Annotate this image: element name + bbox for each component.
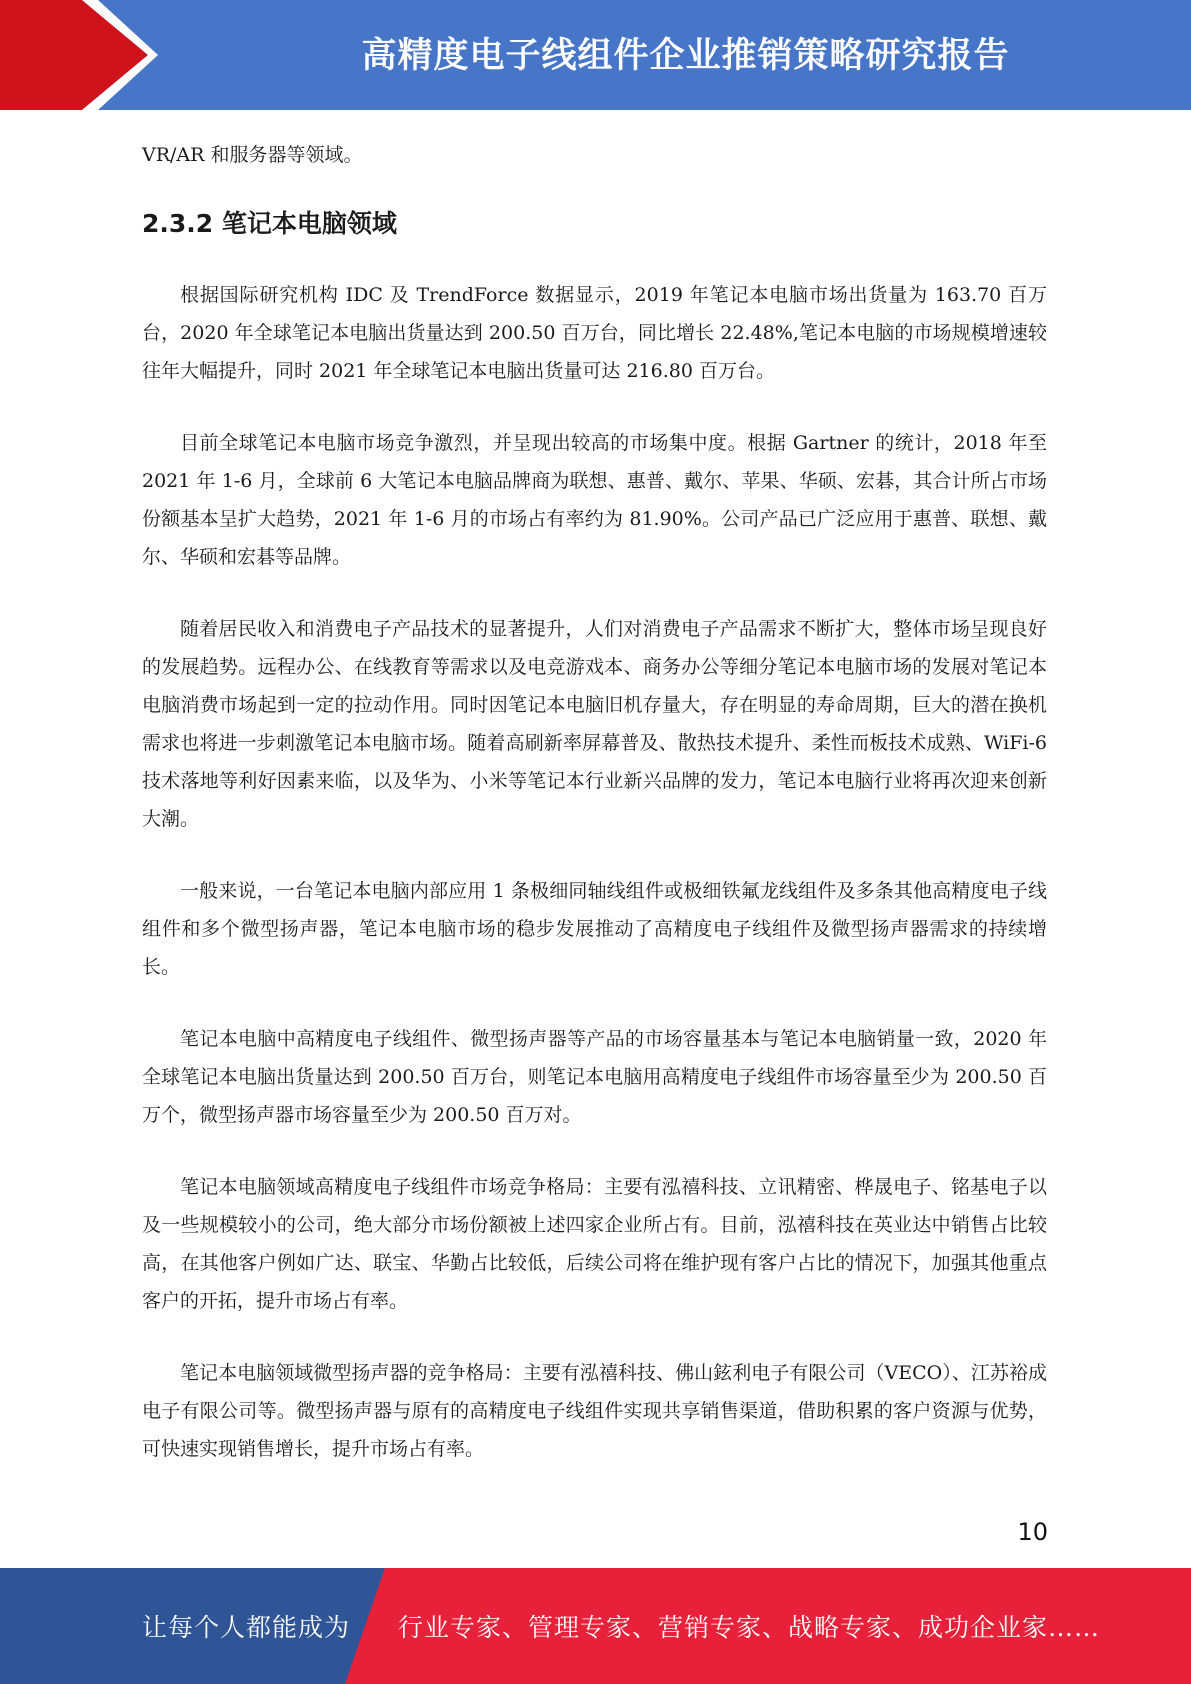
- paragraph-4: 一般来说，一台笔记本电脑内部应用 1 条极细同轴线组件或极细铁氟龙线组件及多条其他高精度电子线组件和多个微型扬声器，笔记本电脑市场的稳步发展推动了高精度电子线组件及微型扬声器需求的持续增长。: [142, 880, 1047, 978]
- paragraph-3: 随着居民收入和消费电子产品技术的显著提升，人们对消费电子产品需求不断扩大，整体市场呈现良好的发展趋势。远程办公、在线教育等需求以及电竞游戏本、商务办公等细分笔记本电脑市场的发展对笔记本电脑消费市场起到一定的拉动作用。同时因笔记本电脑旧机存量大，存在明显的寿命周期，巨大的潜在换机需求也将进一步刺激笔记本电脑市场。随着高刷新率屏幕普及、散热技术提升、柔性而板技术成熟、WiFi-6 技术落地等利好因素来临，以及华为、小米等笔记本行业新兴品牌的发力，笔记本电脑行业将再次迎来创新大潮。: [142, 618, 1047, 830]
- paragraph-6: 笔记本电脑领域高精度电子线组件市场竞争格局：主要有泓禧科技、立讯精密、桦晟电子、铭基电子以及一些规模较小的公司，绝大部分市场份额被上述四家企业所占有。目前，泓禧科技在英业达中销售占比较高，在其他客户例如广达、联宝、华勤占比较低，后续公司将在维护现有客户占比的情况下，加强其他重点客户的开拓，提升市场占有率。: [142, 1176, 1047, 1312]
- header-chevron-accent: [0, 0, 170, 110]
- header-title: 高精度电子线组件企业推销策略研究报告: [361, 35, 1010, 76]
- lead-line: VR/AR 和服务器等领域。: [142, 144, 363, 166]
- document-body: [142, 136, 1047, 1468]
- page-header: [0, 0, 1191, 110]
- footer-roles: 行业专家、管理专家、营销专家、战略专家、成功企业家……: [398, 1613, 1101, 1642]
- page-footer: [0, 1568, 1191, 1684]
- paragraph-7: 笔记本电脑领域微型扬声器的竞争格局：主要有泓禧科技、佛山鉉利电子有限公司（VECO）、江苏裕成电子有限公司等。微型扬声器与原有的高精度电子线组件实现共享销售渠道，借助积累的客户资源与优势，可快速实现销售增长，提升市场占有率。: [142, 1362, 1047, 1460]
- footer-slogan: 让每个人都能成为: [142, 1613, 351, 1642]
- paragraph-1: 根据国际研究机构 IDC 及 TrendForce 数据显示，2019 年笔记本电脑市场出货量为 163.70 百万台，2020 年全球笔记本电脑出货量达到 200.50 百万台，同比增长 22.48%,笔记本电脑的市场规模增速较往年大幅提升，同时 2021 年全球笔记本电脑出货量可达 216.80 百万台。: [142, 284, 1047, 382]
- section-heading: 2.3.2 笔记本电脑领域: [142, 209, 397, 238]
- paragraph-2: 目前全球笔记本电脑市场竞争激烈，并呈现出较高的市场集中度。根据 Gartner 的统计，2018 年至 2021 年 1-6 月，全球前 6 大笔记本电脑品牌商为联想、惠普、戴尔、苹果、华硕、宏碁，其合计所占市场份额基本呈扩大趋势，2021 年 1-6 月的市场占有率约为 81.90%。公司产品已广泛应用于惠普、联想、戴尔、华硕和宏碁等品牌。: [142, 432, 1047, 568]
- page-number: 10: [1017, 1518, 1048, 1546]
- paragraph-5: 笔记本电脑中高精度电子线组件、微型扬声器等产品的市场容量基本与笔记本电脑销量一致，2020 年全球笔记本电脑出货量达到 200.50 百万台，则笔记本电脑用高精度电子线组件市场容量至少为 200.50 百万个，微型扬声器市场容量至少为 200.50 百万对。: [142, 1028, 1047, 1126]
